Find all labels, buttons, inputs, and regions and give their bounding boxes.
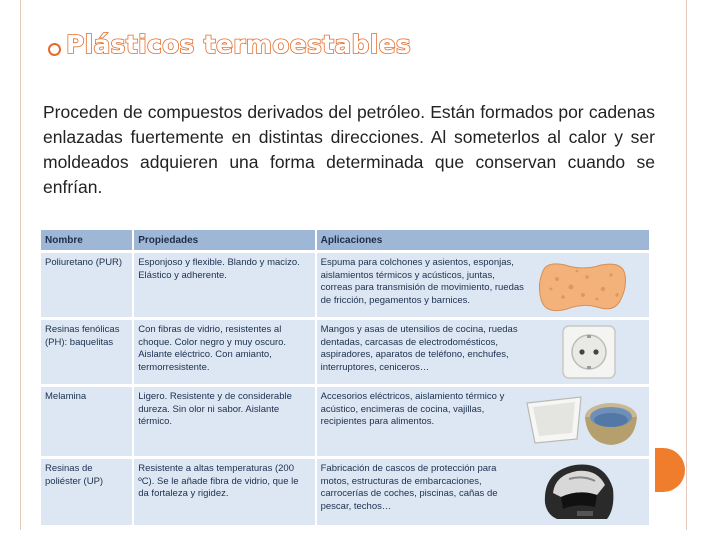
cell-name: Melamina bbox=[41, 384, 134, 456]
bowls-icon bbox=[523, 389, 639, 451]
sponge-icon bbox=[537, 259, 629, 315]
header-applications: Aplicaciones bbox=[317, 230, 651, 250]
table-header-row bbox=[41, 230, 651, 250]
table-row bbox=[41, 250, 651, 317]
cell-properties: Ligero. Resistente y de considerable dureza. Sin olor ni sabor. Aislante térmico. bbox=[134, 384, 316, 456]
header-name: Nombre bbox=[41, 230, 134, 250]
applications-text: Accesorios eléctricos, aislamiento térmico y acústico, encimeras de cocina, vajillas, recipientes para alimentos. bbox=[320, 391, 505, 427]
decorative-orange-shape bbox=[655, 448, 685, 492]
applications-text: Mangos y asas de utensilios de cocina, ruedas dentadas, carcasas de electrodomésticos, aspiradores, aparatos de teléfono, enchufes, interruptores, ceniceros… bbox=[320, 324, 518, 373]
socket-icon bbox=[561, 324, 617, 380]
cell-properties: Esponjoso y flexible. Blando y macizo. Elástico y adherente. bbox=[134, 250, 316, 317]
intro-paragraph: Proceden de compuestos derivados del petróleo. Están formados por cadenas enlazadas fuertemente en distintas direcciones. Al someterlos al calor y ser moldeados adquieren una forma determinada que conservan cuando se enfrían. bbox=[43, 102, 655, 197]
plastics-table bbox=[41, 230, 651, 525]
applications-text: Espuma para colchones y asientos, esponjas, aislamientos térmicos y acústicos, juntas, correas para transmisión de movimiento, ruedas de fricción, pegamentos y barnices. bbox=[320, 257, 524, 306]
frame-right-line bbox=[686, 0, 687, 530]
cell-applications bbox=[317, 317, 651, 384]
title-bullet-icon bbox=[48, 43, 61, 56]
cell-name: Poliuretano (PUR) bbox=[41, 250, 134, 317]
helmet-icon bbox=[539, 459, 619, 523]
table-row bbox=[41, 384, 651, 456]
cell-name: Resinas de poliéster (UP) bbox=[41, 456, 134, 525]
cell-applications bbox=[317, 250, 651, 317]
cell-applications bbox=[317, 456, 651, 525]
applications-text: Fabricación de cascos de protección para motos, estructuras de embarcaciones, carrocerías de coches, piscinas, cañas de pescar, techos… bbox=[320, 463, 498, 512]
cell-properties: Con fibras de vidrio, resistentes al choque. Color negro y muy oscuro. Aislante eléctrico. Con amianto, termorresistente. bbox=[134, 317, 316, 384]
cell-properties: Resistente a altas temperaturas (200 ºC). Se le añade fibra de vidrio, que le da fortaleza y rigidez. bbox=[134, 456, 316, 525]
header-properties: Propiedades bbox=[134, 230, 316, 250]
cell-name: Resinas fenólicas (PH): baquelitas bbox=[41, 317, 134, 384]
table-row bbox=[41, 317, 651, 384]
table-row bbox=[41, 456, 651, 525]
frame-left-line bbox=[20, 0, 21, 530]
cell-applications bbox=[317, 384, 651, 456]
slide-title: Plásticos termoestables bbox=[66, 30, 412, 59]
